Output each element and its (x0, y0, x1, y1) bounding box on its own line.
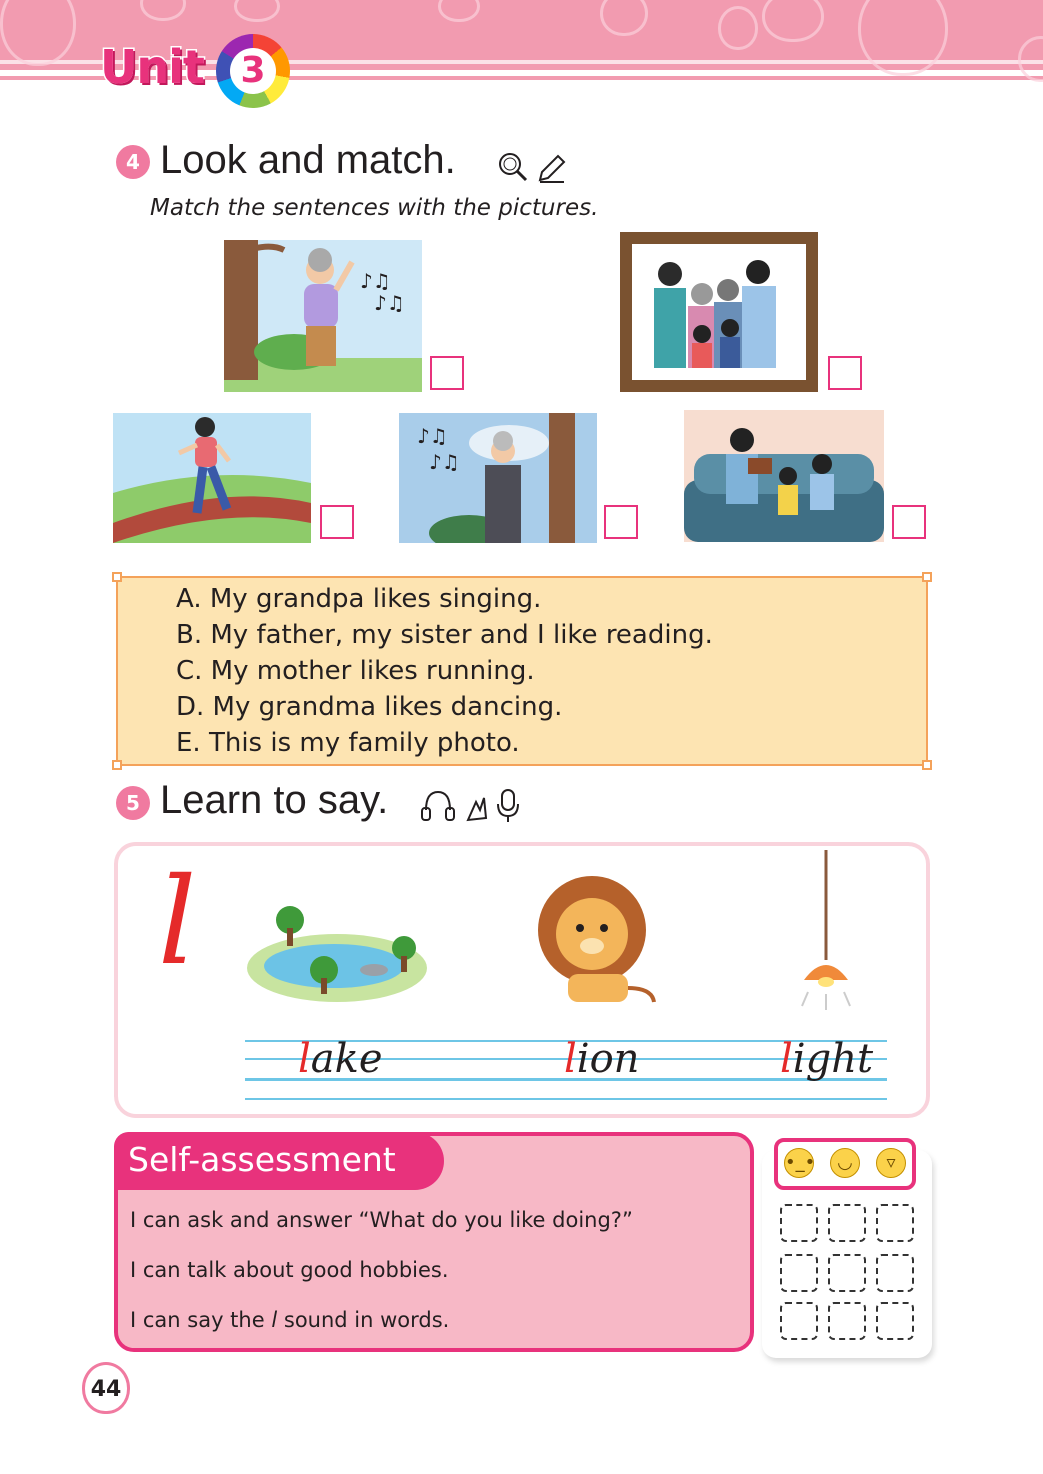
picture-family-photo (620, 232, 818, 392)
self-assessment-title: Self-assessment (128, 1140, 396, 1179)
writing-line (245, 1098, 887, 1100)
sentence-b: B. My father, my sister and I like reading. (176, 620, 713, 650)
sentence-a: A. My grandpa likes singing. (176, 584, 542, 614)
smile-face-icon: ◡ (830, 1148, 860, 1178)
check-box[interactable] (876, 1204, 914, 1242)
unit-label: Unit (100, 40, 204, 94)
word-rest: ight (792, 1036, 874, 1082)
answer-box[interactable] (892, 505, 926, 539)
check-box[interactable] (828, 1204, 866, 1242)
svg-text:♪♫: ♪♫ (360, 269, 391, 293)
listen-point-speak-icon (420, 788, 524, 824)
word-lion (564, 1036, 639, 1082)
self-assessment-item: I can talk about good hobbies. (130, 1258, 449, 1282)
svg-text:♪♫: ♪♫ (417, 424, 448, 448)
page-number: 44 (82, 1362, 130, 1414)
svg-text:♪♫: ♪♫ (429, 450, 460, 474)
panel-corner (112, 572, 122, 582)
word-light (780, 1036, 873, 1082)
panel-corner (922, 572, 932, 582)
sentence-e: E. This is my family photo. (176, 728, 520, 758)
word-first-letter: l (780, 1036, 793, 1082)
picture-mother-running (113, 413, 311, 543)
neutral-face-icon: •_• (784, 1148, 814, 1178)
magnifier-pencil-icon (496, 150, 570, 184)
word-first-letter: l (564, 1036, 577, 1082)
section-number: 5 (116, 786, 150, 820)
grin-face-icon: ▿ (876, 1148, 906, 1178)
word-first-letter: l (298, 1036, 311, 1082)
self-assessment-item: I can ask and answer “What do you like doing?” (130, 1208, 633, 1232)
picture-family-reading (684, 410, 884, 542)
answer-box[interactable] (604, 505, 638, 539)
self-assessment-item (130, 1308, 449, 1332)
word-lake (298, 1036, 383, 1082)
svg-text:♪♫: ♪♫ (374, 291, 405, 315)
panel-corner (112, 760, 122, 770)
word-rest: ion (576, 1036, 640, 1082)
unit-number: 3 (230, 48, 276, 94)
item-letter: l (271, 1308, 278, 1332)
check-box[interactable] (780, 1204, 818, 1242)
section-number: 4 (116, 145, 150, 179)
item-suffix: sound in words. (283, 1308, 450, 1332)
picture-lake (244, 898, 430, 1008)
sentence-d: D. My grandma likes dancing. (176, 692, 563, 722)
strawberry-decoration-icon (718, 6, 758, 50)
check-box[interactable] (876, 1254, 914, 1292)
section-title: Look and match. (160, 138, 456, 182)
check-box[interactable] (780, 1302, 818, 1340)
panel-corner (922, 760, 932, 770)
picture-grandpa-singing (399, 413, 597, 543)
big-letter: l (158, 853, 197, 992)
answer-box[interactable] (320, 505, 354, 539)
check-box[interactable] (828, 1302, 866, 1340)
check-box[interactable] (780, 1254, 818, 1292)
answer-box[interactable] (430, 356, 464, 390)
picture-light (794, 850, 858, 1014)
check-box[interactable] (828, 1254, 866, 1292)
instruction: Match the sentences with the pictures. (150, 195, 599, 221)
picture-lion (528, 868, 664, 1014)
picture-grandma-dancing (224, 240, 422, 392)
sentence-c: C. My mother likes running. (176, 656, 535, 686)
word-rest: ake (310, 1036, 383, 1082)
check-box[interactable] (876, 1302, 914, 1340)
answer-box[interactable] (828, 356, 862, 390)
item-prefix: I can say the (130, 1308, 265, 1332)
section-title: Learn to say. (160, 778, 389, 822)
